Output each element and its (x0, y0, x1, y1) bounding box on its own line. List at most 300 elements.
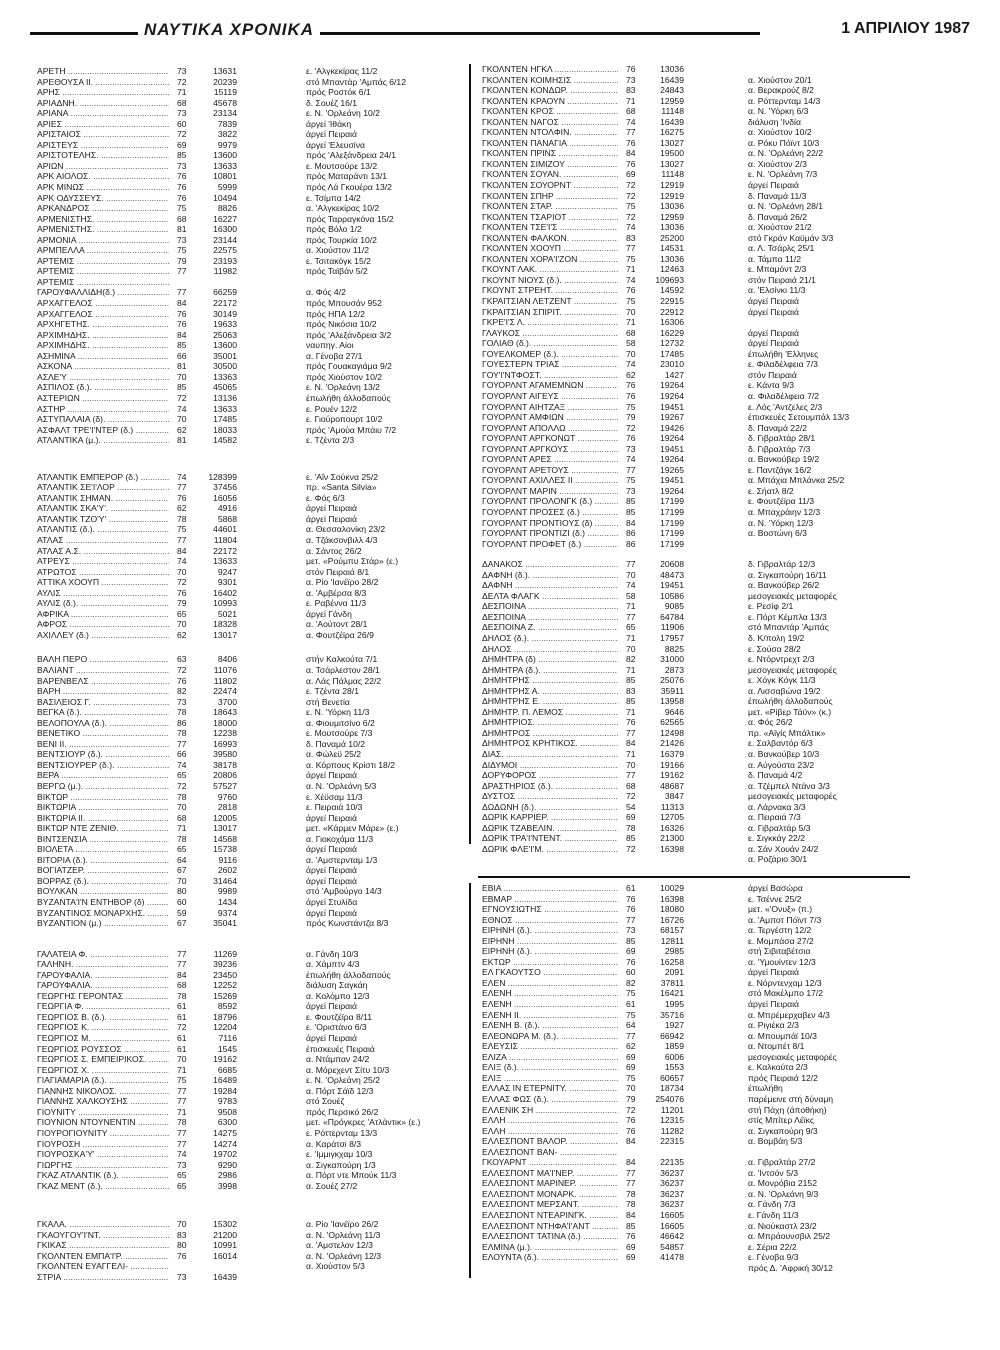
tonnage: 13363 (213, 371, 237, 382)
vessel-name: ΓΚΟΥΝΤ ΝΙΟΥΣ (δ.). ..... (482, 275, 618, 286)
position: άργεί Πειραιά (306, 1033, 357, 1044)
build-year: 75 (177, 524, 187, 535)
vessel-row (37, 309, 462, 320)
position: έπωλήθη άλλοδαπούς (306, 392, 391, 403)
tonnage: 18080 (660, 904, 684, 915)
tonnage: 30500 (213, 361, 237, 372)
position: α. Σιγκαπούρη 16/11 (748, 569, 827, 580)
tonnage: 11201 (660, 1104, 684, 1115)
tonnage: 10029 (660, 883, 684, 894)
vessel-name: ΓΚΟΛΝΤΕΝ ΝΑΓΟΣ ..... (482, 117, 618, 128)
vessel-row (482, 338, 932, 349)
vessel-name: ΒΕΝΤΣΙΟΥΡ (δ.). ..... (37, 749, 169, 760)
tonnage: 1427 (664, 369, 684, 380)
vessel-name: ΕΛΕΟΝΩΡΑ Μ. (δ.). ..... (482, 1031, 618, 1042)
build-year: 75 (177, 203, 187, 214)
vessel-row (37, 140, 462, 151)
build-year: 72 (177, 664, 187, 675)
vessel-row (482, 883, 932, 894)
position: ε. Τσιτακόγκ 15/2 (306, 255, 371, 266)
build-year: 67 (177, 865, 187, 876)
position: δ. Παναμά 11/3 (748, 190, 807, 201)
vessel-name: ΒΙΤΟΡΙΑ (δ.). ..... (37, 855, 169, 866)
vessel-row (482, 391, 932, 402)
tonnage: 35911 (660, 685, 684, 696)
build-year: 70 (177, 619, 187, 630)
build-year: 65 (177, 1180, 187, 1191)
position: ε. Ρόττερνταμ 13/3 (306, 1127, 378, 1138)
tonnage: 19451 (660, 580, 684, 591)
tonnage: 9247 (217, 566, 237, 577)
build-year: 54 (626, 801, 636, 812)
tonnage: 24843 (660, 85, 684, 96)
position: α. Ρόκυ Πόϊντ 10/3 (748, 137, 820, 148)
vessel-row (37, 193, 462, 204)
build-year: 72 (626, 1104, 636, 1115)
build-year: 76 (177, 319, 187, 330)
tonnage: 19162 (660, 770, 684, 781)
tonnage: 36237 (660, 1178, 684, 1189)
vessel-name: ΑΤΛΑΝΤΙΚ ΣΚΑ'Υ'. ..... (37, 503, 169, 514)
vessel-row (482, 496, 932, 507)
vessel-name: ΕΙΡΗΝΗ (δ.). ..... (482, 946, 618, 957)
position: α. 'Αλγκεκίρας 10/2 (306, 203, 380, 214)
tonnage: 21200 (213, 1229, 237, 1240)
build-year: 85 (626, 675, 636, 686)
build-year: 71 (177, 1064, 187, 1075)
tonnage: 23134 (213, 108, 237, 119)
vessel-name: ΑΣΤΥΠΑΛΑΙΑ (δ). ..... (37, 414, 169, 425)
build-year: 82 (177, 686, 187, 697)
tonnage: 25076 (660, 675, 684, 686)
position: παρέμεινε στή δύναμη (748, 1093, 834, 1104)
vessel-name: ΓΛΑΥΚΟΣ ..... (482, 328, 618, 339)
vessel-row (482, 96, 932, 107)
build-year: 77 (626, 127, 636, 138)
position: στή Σιβιταβέτσια (748, 946, 811, 957)
tonnage: 37456 (213, 482, 237, 493)
build-year: 86 (626, 538, 636, 549)
build-year: 70 (177, 875, 187, 886)
build-year: 69 (177, 139, 187, 150)
position: πρός 'Αλεξάνδρεια 24/1 (306, 150, 397, 161)
vessel-name: ΓΑΡΟΥΦΑΛΙΑ. ..... (37, 970, 169, 981)
vessel-name: ΑΤΤΙΚΑ ΧΟΟΥΠ ..... (37, 577, 169, 588)
vessel-name: ΓΚΟΛΝΤΕΝ ΝΤΟΛΦΙΝ. ..... (482, 127, 618, 138)
tonnage: 12705 (660, 812, 684, 823)
build-year: 76 (626, 904, 636, 915)
tonnage: 23010 (660, 359, 684, 370)
vessel-name: ΓΟΥΟΡΛΝΤ ΑΡΕΤΟΥΣ ..... (482, 465, 618, 476)
vessel-row (482, 1252, 932, 1263)
position: α. Πειραιά 7/3 (748, 812, 801, 823)
tonnage: 5999 (217, 182, 237, 193)
position: ε. Τσίμπα 14/2 (306, 192, 361, 203)
vessel-row (482, 454, 932, 465)
tonnage: 2091 (664, 967, 684, 978)
vessel-row (37, 214, 462, 225)
tonnage: 16398 (660, 893, 684, 904)
vessel-row (482, 285, 932, 296)
tonnage: 8406 (217, 654, 237, 665)
vessel-group (37, 949, 462, 1192)
tonnage: 9783 (217, 1096, 237, 1107)
build-year: 81 (177, 435, 187, 446)
position: πρός Ροστόκ 6/1 (306, 87, 371, 98)
vessel-name: ΒΕΡΑ ..... (37, 770, 169, 781)
vessel-row (37, 897, 462, 908)
build-year: 77 (626, 559, 636, 570)
vessel-row (482, 925, 932, 936)
tonnage: 2873 (664, 664, 684, 675)
tonnage: 21426 (660, 738, 684, 749)
position: α. Καράτσι 8/3 (306, 1138, 362, 1149)
build-year: 62 (177, 629, 187, 640)
vessel-name: ΕΛΛΕΣΠΟΝΤ ΜΟΝΑΡΚ. ..... (482, 1189, 618, 1200)
vessel-name: ΔΑΦΝΗ ..... (482, 580, 618, 591)
build-year: 72 (177, 76, 187, 87)
vessel-row (482, 1147, 932, 1158)
position: α. Κολόμπο 12/3 (306, 990, 370, 1001)
build-year: 74 (626, 274, 636, 285)
position: άργεί Πειραιά (306, 907, 357, 918)
tonnage: 16326 (660, 822, 684, 833)
column-divider-top (469, 64, 471, 844)
vessel-row (37, 150, 462, 161)
position: α. Τζέμπελ Ντάνα 3/3 (748, 780, 830, 791)
tonnage: 1927 (664, 1020, 684, 1031)
position: μεσογειακές μεταφορές (748, 664, 837, 675)
publication-title: ΝΑΥΤΙΚΑ ΧΡΟΝΙΚΑ (138, 20, 320, 40)
vessel-name: ΓΙΟΥΝΙΟΝ ΝΤΟΥΝΕΝΤΙΝ ..... (37, 1117, 169, 1128)
vessel-row (482, 275, 932, 286)
vessel-group (37, 66, 462, 446)
build-year: 77 (177, 1096, 187, 1107)
position: πρός 'Αμούα Μπάιυ 7/2 (306, 424, 397, 435)
vessel-row (37, 1001, 462, 1012)
vessel-row (482, 791, 932, 802)
tonnage: 17199 (660, 538, 684, 549)
build-year: 76 (177, 171, 187, 182)
build-year: 74 (626, 116, 636, 127)
vessel-row (37, 844, 462, 855)
vessel-row (37, 277, 462, 288)
tonnage: 9760 (217, 791, 237, 802)
vessel-name: ΓΙΟΥΝΙΤΥ ..... (37, 1107, 169, 1118)
tonnage: 7839 (217, 118, 237, 129)
vessel-row (37, 245, 462, 256)
position: ε. Φιλαδέλφεια 7/3 (748, 359, 818, 370)
vessel-name: ΒΕΡΓΩ (μ.). ..... (37, 781, 169, 792)
vessel-name: ΔΙΑΣ. ..... (482, 749, 618, 760)
position: α. Βομβάη 5/3 (748, 1136, 803, 1147)
vessel-row (37, 319, 462, 330)
build-year: 65 (177, 844, 187, 855)
vessel-name: ΑΡΕΤΗ ..... (37, 66, 169, 77)
vessel-name: ΓΚΟΛΝΤΕΝ ΕΥΑΓΓΕΛΙ- ..... (37, 1261, 169, 1272)
vessel-row (37, 760, 462, 771)
tonnage: 62565 (660, 717, 684, 728)
vessel-name: ΑΡΜΠΕΛΛΑ ..... (37, 245, 169, 256)
build-year: 74 (626, 222, 636, 233)
build-year: 76 (626, 158, 636, 169)
tonnage: 19265 (660, 464, 684, 475)
position: άργεί Πειραιά (748, 306, 799, 317)
vessel-row (37, 686, 462, 697)
vessel-name: ΑΣΚΟΝΑ ..... (37, 361, 169, 372)
tonnage: 19500 (660, 148, 684, 159)
vessel-row (482, 654, 932, 665)
vessel-name: ΓΕΩΡΓΙΟΣ ΡΟΥΣΣΟΣ ..... (37, 1044, 169, 1055)
tonnage: 12238 (213, 728, 237, 739)
vessel-name: ΒΙΚΤΩΡΙΑ ..... (37, 802, 169, 813)
build-year: 76 (626, 433, 636, 444)
build-year: 69 (626, 1252, 636, 1263)
vessel-name: ΕΛΙΞ (δ.). ..... (482, 1062, 618, 1073)
tonnage: 9508 (217, 1106, 237, 1117)
position: α. Ν. 'Ορλεάνη 11/3 (306, 1229, 381, 1240)
tonnage: 11313 (660, 801, 684, 812)
position: α. Μονρόβια 2152 (748, 1178, 817, 1189)
vessel-name: ΓΟΥΟΡΛΝΤ ΠΡΟΣΕΣ (δ.) ..... (482, 507, 618, 518)
position: α. Γάνδη 10/3 (306, 948, 359, 959)
tonnage: 2985 (664, 946, 684, 957)
vessel-row (482, 75, 932, 86)
build-year: 60 (177, 897, 187, 908)
build-year: 73 (177, 108, 187, 119)
vessel-name: ΒΕΝΙ ΙΙ. ..... (37, 739, 169, 750)
vessel-name: ΓΟΥΟΡΛΝΤ ΑΧΙΛΛΕΣ ΙΙ ..... (482, 475, 618, 486)
position: ε. Ρουέν 12/2 (306, 403, 358, 414)
position: ε. Ν. 'Ορλεάνη 25/2 (306, 1075, 380, 1086)
vessel-name: ΔΕΣΠΟΙΝΑ ..... (482, 601, 618, 612)
tonnage: 12959 (660, 95, 684, 106)
tonnage: 1545 (217, 1043, 237, 1054)
tonnage: 35716 (660, 1009, 684, 1020)
vessel-name: ΓΚΑΛΑ. ..... (37, 1219, 169, 1230)
vessel-row (37, 770, 462, 781)
tonnage: 6685 (217, 1064, 237, 1075)
vessel-row (482, 770, 932, 781)
build-year: 71 (626, 632, 636, 643)
build-year: 76 (626, 380, 636, 391)
build-year: 78 (177, 833, 187, 844)
vessel-name: ΓΙΟΥΡΟΓΙΟΥΝΙΤΥ ..... (37, 1128, 169, 1139)
position: μετ. «Ρούμπυ Στάρ» (ε.) (306, 556, 399, 567)
tonnage: 16275 (660, 127, 684, 138)
vessel-name: ΕΚΤΩΡ ..... (482, 957, 618, 968)
tonnage: 35041 (213, 918, 237, 929)
vessel-name: ΑΤΛΑΝΤΙΣ (δ.). ..... (37, 524, 169, 535)
vessel-name: ΓΑΛΗΝΗ. ..... (37, 959, 169, 970)
vessel-name: ΒΕΝΕΤΙΚΟ ..... (37, 728, 169, 739)
tonnage: 11148 (661, 169, 684, 180)
vessel-row (37, 425, 462, 436)
vessel-name: ΑΦΡΟΣ ..... (37, 619, 169, 630)
vessel-name: ΕΛΛΗ ..... (482, 1115, 618, 1126)
tonnage: 8826 (217, 203, 237, 214)
vessel-row (482, 85, 932, 96)
vessel-row (37, 1033, 462, 1044)
tonnage: 19451 (660, 443, 684, 454)
position: ε. Γάνδη 11/3 (748, 1209, 799, 1220)
vessel-name: ΒΑΣΙΛΕΙΟΣ Γ. ..... (37, 697, 169, 708)
vessel-name: ΓΚΟΛΝΤΕΝ ΤΣΑΡΙΟΤ ..... (482, 212, 618, 223)
position: στίς Μπίτερ Λέϊκς (748, 1115, 814, 1126)
position: διάλυση Σαγκάη (306, 980, 368, 991)
vessel-name: ΓΟΥΟΡΛΝΤ ΠΡΟΝΤΙΟΥΣ (δ) ..... (482, 518, 618, 529)
position: μετ. «Κάρμεν Μάρε» (ε.) (306, 823, 399, 834)
vessel-row (482, 328, 932, 339)
build-year: 77 (177, 1127, 187, 1138)
vessel-row (482, 233, 932, 244)
vessel-name: ΔΙΔΥΜΟΙ ..... (482, 760, 618, 771)
vessel-row (37, 472, 462, 483)
tonnage: 14592 (660, 285, 684, 296)
build-year: 72 (626, 422, 636, 433)
tonnage: 57527 (213, 781, 237, 791)
tonnage: 109693 (655, 274, 684, 285)
tonnage: 14275 (213, 1127, 237, 1138)
vessel-name: ΑΤΛΑΝΤΙΚ ΕΜΠΕΡΟΡ (δ.) ..... (37, 472, 169, 483)
vessel-name: ΓΚΡΑΙΤΣΙΑΝ ΣΠΙΡΙΤ. ..... (482, 307, 618, 318)
vessel-name: ΕΛΕΝΗ ..... (482, 999, 618, 1010)
vessel-row (482, 675, 932, 686)
vessel-name: ΑΥΛΙΣ ..... (37, 588, 169, 599)
vessel-row (37, 1054, 462, 1065)
position: πρ. «Αϊγίς Μπάλτικ» (748, 727, 826, 738)
build-year: 72 (626, 791, 636, 802)
vessel-name: ΔΕΣΠΟΙΝΑ Ζ. ..... (482, 622, 618, 633)
vessel-row (37, 781, 462, 792)
tonnage: 13017 (213, 823, 237, 834)
build-year: 58 (626, 338, 636, 349)
tonnage: 13027 (660, 137, 684, 148)
tonnage: 16993 (213, 738, 237, 749)
tonnage: 1553 (664, 1062, 684, 1073)
tonnage: 18734 (660, 1083, 684, 1094)
position: α. Πόρτ ντε Μπούκ 11/3 (306, 1170, 397, 1181)
build-year: 73 (177, 1271, 187, 1282)
tonnage: 15269 (213, 990, 237, 1001)
build-year: 84 (626, 517, 636, 528)
tonnage: 22912 (660, 306, 684, 317)
vessel-row (482, 644, 932, 655)
build-year: 76 (177, 308, 187, 319)
vessel-row (37, 382, 462, 393)
vessel-name: ΑΣΤΕΡΙΩΝ ..... (37, 393, 169, 404)
vessel-name: ΕΛΛΕΣΠΟΝΤ ΝΤΕΑΡΙΝΓΚ. ..... (482, 1210, 618, 1221)
page-header (30, 18, 970, 46)
tonnage: 9290 (217, 1159, 237, 1170)
build-year: 76 (626, 956, 636, 967)
vessel-name: ΕΛΛΗ ..... (482, 1126, 618, 1137)
vessel-row (37, 1096, 462, 1107)
vessel-row (482, 296, 932, 307)
position: α. Χιούστον 5/3 (306, 1261, 365, 1272)
tonnage: 19702 (213, 1149, 237, 1160)
tonnage: 30149 (213, 308, 237, 319)
position: άργεί Πειραιά (306, 844, 357, 855)
position: α. Φιλαδέλφεια 7/2 (748, 390, 820, 401)
vessel-row (482, 559, 932, 570)
position: στό Σουέζ (306, 1096, 345, 1107)
tonnage: 15302 (213, 1219, 237, 1230)
vessel-row (482, 180, 932, 191)
tonnage: 16726 (660, 914, 684, 925)
tonnage: 13036 (660, 201, 684, 212)
tonnage: 3700 (217, 696, 237, 707)
position: ε. Παντζάγκ 16/2 (748, 464, 812, 475)
vessel-row (482, 854, 932, 865)
position: α. Φός 26/2 (748, 717, 793, 728)
build-year: 61 (177, 1043, 187, 1054)
vessel-name: ΓΚΟΛΝΤΕΝ ΣΟΥΟΡΝΤ ..... (482, 180, 618, 191)
vessel-row (37, 918, 462, 929)
vessel-name: ΔΩΡΙΚ ΤΖΑΒΕΛΙΝ. ..... (482, 823, 618, 834)
position: πρός Μπουσάν 952 (306, 298, 382, 309)
build-year: 77 (177, 1085, 187, 1096)
tonnage: 22915 (660, 296, 684, 307)
vessel-row (37, 991, 462, 1002)
build-year: 75 (626, 401, 636, 412)
vessel-name: ΓΙΑΝΝΗΣ ΧΑΛΚΟΥΣΗΣ ..... (37, 1096, 169, 1107)
tonnage: 22315 (660, 1136, 684, 1147)
tonnage: 17199 (660, 496, 684, 507)
build-year: 76 (626, 64, 636, 74)
vessel-name: ΓΟΥΟΡΛΝΤ ΑΡΕΣ ..... (482, 454, 618, 465)
vessel-row (482, 264, 932, 275)
build-year: 79 (177, 598, 187, 609)
position: έπισκευές Σετουμπάλ 13/3 (748, 412, 850, 423)
vessel-row (37, 855, 462, 866)
tonnage: 16014 (213, 1250, 237, 1261)
vessel-name: ΓΟΥΕΛΚΟΜΕΡ (δ.). ..... (482, 349, 618, 360)
tonnage: 13036 (660, 64, 684, 74)
build-year: 83 (177, 1229, 187, 1240)
vessel-row (37, 108, 462, 119)
build-year: 68 (626, 106, 636, 117)
tonnage: 17199 (660, 517, 684, 528)
vessel-name: ΓΚΟΥΝΤ ΣΤΡΕΗΤ. ..... (482, 285, 618, 296)
position: ε. Ν. 'Ορλεάνη 13/2 (306, 382, 380, 393)
vessel-name: ΔΗΜΗΤΡΙΟΣ. ..... (482, 717, 618, 728)
build-year: 76 (626, 717, 636, 728)
build-year: 71 (626, 95, 636, 106)
vessel-name: ΔΥΣΤΟΣ ..... (482, 791, 618, 802)
vessel-name: ΑΥΛΙΣ (δ.). ..... (37, 598, 169, 609)
vessel-name: ΓΚΟΛΝΤΕΝ ΧΟΟΥΠ ..... (482, 243, 618, 254)
position: α. Μπουμπάϊ 10/3 (748, 1030, 817, 1041)
vessel-row (37, 577, 462, 588)
build-year: 83 (626, 232, 636, 243)
vessel-row (482, 486, 932, 497)
vessel-name: ΑΡΜΕΝΙΣΤΗΣ. ..... (37, 214, 169, 225)
tonnage: 18000 (213, 717, 237, 728)
tonnage: 39236 (213, 959, 237, 970)
build-year: 77 (626, 1178, 636, 1189)
vessel-name: ΓΚΟΛΝΤΕΝ ΚΡΑΟΥΝ ..... (482, 96, 618, 107)
build-year: 69 (626, 812, 636, 823)
vessel-group (482, 64, 932, 549)
vessel-row (37, 98, 462, 109)
vessel-row (482, 423, 932, 434)
vessel-name: ΑΡΚ ΜΙΝΩΣ ..... (37, 182, 169, 193)
position: α. Σιγκαπούρη 1/3 (306, 1159, 376, 1170)
position: έπισκευές Πειραιά (306, 1043, 375, 1054)
vessel-name: ΒΟΥΛΚΑΝ ..... (37, 886, 169, 897)
vessel-name: ΒΕΝΤΣΙΟΥΡΕΡ (δ.). ..... (37, 760, 169, 771)
